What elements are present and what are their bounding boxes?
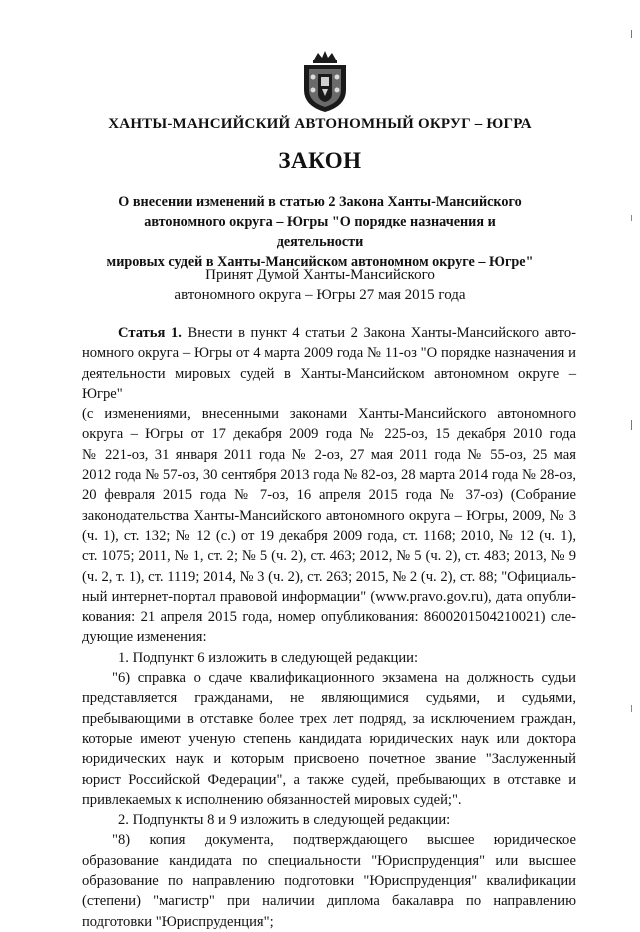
article-text-line: (ч. 2, т. 1), ст. 1119; 2014, № 3 (ч. 2), ст. 263; 2015, № 2 (ч. 2), ст. 88; "Официаль- — [82, 568, 576, 585]
article-text-line: (ч. 1), ст. 132; № 12 (с.) от 19 декабря 2009 года, ст. 1168; 2010, № 12 (ч. 1), — [82, 527, 576, 544]
article-text-line: № 221-оз, 31 января 2011 года № 2-оз, 27 мая 2011 года № 55-оз, 25 мая — [82, 446, 576, 463]
document-title-line: О внесении изменений в статью 2 Закона Ханты-Мансийского — [118, 194, 522, 210]
scan-edge-marks — [630, 0, 634, 905]
article-label: Статья 1. — [118, 325, 182, 341]
article-text-line: ный интернет-портал правовой информации" (www.pravo.gov.ru), дата опубли- — [82, 588, 576, 605]
item-1-heading: 1. Подпункт 6 изложить в следующей редакции: — [118, 649, 419, 666]
article-text-line: 20 февраля 2015 года № 7-оз, 16 апреля 2015 года № 37-оз) (Собрание — [82, 487, 576, 504]
item-2-quote: "8) копия документа, подтверждающего высшее юридическое образование кандидата по специальности "Юриспруденция" или высшее образование по направлению подготовки "Юриспруденция" квалификации (степени) "магистр" при наличии диплома бакалавра по направлению подготовки "Юриспруденция"; — [82, 832, 576, 930]
document-title-line: автономного округа – Югры "О порядке назначения и деятельности — [144, 214, 496, 250]
document-type: ЗАКОН — [278, 148, 362, 173]
adoption-note-line: автономного округа – Югры 27 мая 2015 года — [174, 287, 466, 303]
coat-of-arms-emblem — [296, 50, 354, 114]
article-text-line: дующие изменения: — [82, 629, 207, 646]
law-body — [82, 323, 576, 932]
article-text-line: Внести в пункт 4 статьи 2 Закона Ханты-Мансийского авто- — [187, 325, 576, 341]
article-text-line: номного округа – Югры от 4 марта 2009 года № 11-оз "О порядке назначения и — [82, 345, 576, 362]
article-text-line: (с изменениями, внесенными законами Ханты-Мансийского автономного — [82, 406, 576, 423]
article-text-line: ст. 1075; 2011, № 1, ст. 2; № 5 (ч. 2), ст. 463; 2012, № 5 (ч. 2), ст. 483; 2013, № 9 — [82, 548, 576, 565]
article-text-line: округа – Югры от 17 декабря 2009 года № 225-оз, 15 декабря 2010 года — [82, 426, 576, 443]
item-2-heading: 2. Подпункты 8 и 9 изложить в следующей редакции: — [118, 812, 451, 829]
article-text-line: кования: 21 апреля 2015 года, номер опубликования: 8600201504210021) сле- — [82, 609, 576, 626]
article-1 — [82, 323, 576, 648]
adoption-note-line: Принят Думой Ханты-Мансийского — [205, 267, 435, 283]
item-1-quote: "6) справка о сдаче квалификационного экзамена на должность судьи представляется гражданами, не являющимися судьями, и судьями, пребывающими в отставке более трех лет подряд, за исключением граждан, которые имеют ученую степень кандидата юридических наук или доктора юридических наук и которым присвоено почетное звание "Заслуженный юрист Российской Федерации", а также судей, пребывающих в отставке и привлекаемых к исполнению обязанностей мировых судей;". — [82, 670, 576, 808]
article-text-line: деятельности мировых судей в Ханты-Мансийском автономном округе – Югре" — [82, 365, 576, 402]
article-text-line: законодательства Ханты-Мансийского автономного округа – Югры, 2009, № 3 — [82, 507, 576, 524]
document-title — [100, 192, 540, 272]
region-name: ХАНТЫ-МАНСИЙСКИЙ АВТОНОМНЫЙ ОКРУГ – ЮГРА — [108, 116, 532, 132]
adoption-note — [100, 265, 540, 305]
article-text-line: 2012 года № 57-оз, 30 сентября 2013 года № 82-оз, 28 марта 2014 года № 28-оз, — [82, 467, 576, 484]
document-title-line: мировых судей в Ханты-Мансийском автономном округе – Югре" — [106, 254, 534, 270]
